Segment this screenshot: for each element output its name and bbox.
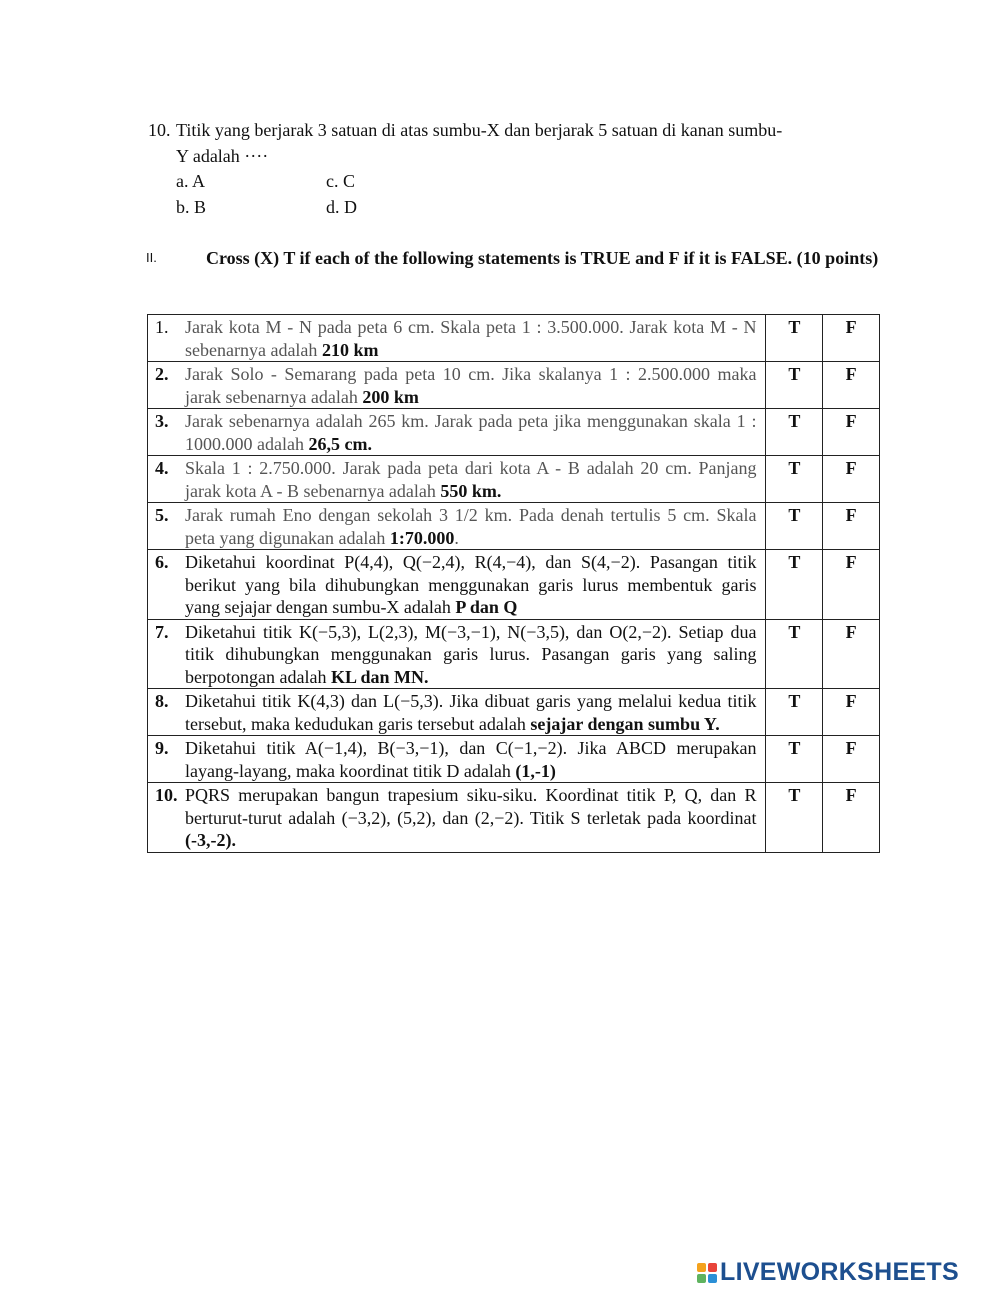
false-label: F — [845, 738, 857, 758]
section-number: II. — [146, 250, 157, 265]
statement-body: PQRS merupakan bangun trapesium siku-siku. Koordinat titik P, Q, dan R berturut-turut adalah (−3,2), (5,2), dan (2,−2). Titik S terletak pada koordinat — [185, 785, 757, 828]
statement-answer: 550 km. — [440, 480, 502, 501]
statement-number: 3. — [155, 411, 169, 431]
statement-row — [148, 736, 880, 783]
true-label: T — [788, 785, 801, 805]
true-label: T — [788, 738, 801, 758]
statement-text — [185, 504, 756, 549]
true-option[interactable] — [766, 456, 823, 503]
statement-cell — [148, 619, 766, 689]
true-label: T — [788, 552, 801, 572]
true-option[interactable] — [766, 783, 823, 853]
statement-text — [185, 621, 756, 689]
statement-number: 2. — [155, 364, 169, 384]
false-option[interactable] — [823, 783, 880, 853]
statement-cell — [148, 550, 766, 620]
statement-row — [148, 362, 880, 409]
statement-row — [148, 783, 880, 853]
statement-body: Skala 1 : 2.750.000. Jarak pada peta dari kota A - B adalah 20 cm. Panjang jarak kota A - B sebenarnya adalah — [185, 458, 757, 501]
statement-number: 5. — [155, 505, 169, 525]
statement-cell — [148, 409, 766, 456]
logo-text: LIVEWORKSHEETS — [720, 1258, 959, 1286]
false-label: F — [845, 411, 857, 431]
true-option[interactable] — [766, 362, 823, 409]
false-label: F — [845, 552, 857, 572]
statement-number: 1. — [155, 317, 169, 337]
false-label: F — [845, 458, 857, 478]
statement-answer: (1,-1) — [515, 760, 556, 781]
true-option[interactable] — [766, 619, 823, 689]
false-option[interactable] — [823, 456, 880, 503]
true-option[interactable] — [766, 689, 823, 736]
statement-cell — [148, 736, 766, 783]
statement-body: Diketahui koordinat P(4,4), Q(−2,4), R(4,−4), dan S(4,−2). Pasangan titik berikut yang bila dihubungkan menggunakan garis lurus membentuk garis yang sejajar dengan sumbu-X adalah — [185, 552, 757, 617]
statement-text — [185, 690, 756, 735]
statement-tail: . — [454, 527, 459, 548]
statement-answer: 210 km — [321, 339, 379, 360]
statement-row — [148, 503, 880, 550]
true-label: T — [788, 317, 801, 337]
true-option[interactable] — [766, 550, 823, 620]
logo-square — [708, 1274, 717, 1283]
statement-body: Diketahui titik K(4,3) dan L(−5,3). Jika dibuat garis yang melalui kedua titik tersebut, maka kedudukan garis tersebut adalah — [185, 691, 757, 734]
statement-cell — [148, 783, 766, 853]
true-false-table — [147, 314, 880, 853]
true-label: T — [788, 411, 801, 431]
false-option[interactable] — [823, 503, 880, 550]
logo-square — [697, 1274, 706, 1283]
statement-row — [148, 456, 880, 503]
statement-body: Diketahui titik K(−5,3), L(2,3), M(−3,−1), N(−3,5), dan O(2,−2). Setiap dua titik dihubungkan menggunakan garis lurus. Pasangan garis yang saling berpotongan adalah — [185, 621, 757, 687]
statement-body: Diketahui titik A(−1,4), B(−3,−1), dan C(−1,−2). Jika ABCD merupakan layang-layang, maka koordinat titik D adalah — [185, 738, 757, 781]
statement-cell — [148, 362, 766, 409]
false-option[interactable] — [823, 362, 880, 409]
true-label: T — [788, 691, 801, 711]
false-label: F — [845, 691, 857, 711]
logo-icon — [697, 1263, 717, 1283]
statement-body: Jarak sebenarnya adalah 265 km. Jarak pada peta jika menggunakan skala 1 : 1000.000 adalah — [185, 411, 757, 454]
statement-answer: KL dan MN. — [330, 666, 429, 687]
statement-text — [185, 784, 756, 852]
false-label: F — [845, 785, 857, 805]
statement-cell — [148, 689, 766, 736]
false-label: F — [845, 364, 857, 384]
false-option[interactable] — [823, 736, 880, 783]
statement-row — [148, 409, 880, 456]
statement-answer: 26,5 cm. — [308, 433, 372, 454]
statement-answer: sejajar dengan sumbu Y. — [530, 713, 720, 734]
liveworksheets-logo — [697, 1258, 959, 1287]
question-10-line1 — [148, 117, 848, 143]
statement-body: Jarak rumah Eno dengan sekolah 3 1/2 km. Pada denah tertulis 5 cm. Skala peta yang digunakan adalah — [185, 505, 757, 548]
section-instruction: Cross (X) T if each of the following statements is TRUE and F if it is FALSE. (10 points) — [206, 248, 879, 268]
true-label: T — [788, 505, 801, 525]
option-b[interactable]: b. B — [176, 197, 207, 217]
statement-number: 8. — [155, 691, 169, 711]
option-c[interactable]: c. C — [326, 171, 355, 191]
statement-number: 10. — [155, 785, 178, 805]
statement-text — [185, 316, 756, 361]
true-option[interactable] — [766, 409, 823, 456]
logo-square — [708, 1263, 717, 1272]
true-label: T — [788, 458, 801, 478]
true-option[interactable] — [766, 736, 823, 783]
statement-body: Jarak Solo - Semarang pada peta 10 cm. Jika skalanya 1 : 2.500.000 maka jarak sebenarnya adalah — [185, 364, 757, 407]
false-option[interactable] — [823, 409, 880, 456]
statement-text — [185, 551, 756, 619]
true-label: T — [788, 621, 801, 642]
question-number: 10. — [148, 120, 171, 140]
option-a[interactable]: a. A — [176, 171, 205, 191]
question-10 — [148, 117, 848, 169]
statement-text — [185, 737, 756, 782]
statement-text — [185, 457, 756, 502]
false-label: F — [845, 317, 857, 337]
true-option[interactable] — [766, 503, 823, 550]
statement-number: 9. — [155, 738, 169, 758]
statement-body: Jarak kota M - N pada peta 6 cm. Skala peta 1 : 3.500.000. Jarak kota M - N sebenarnya adalah — [185, 317, 757, 360]
statement-row — [148, 315, 880, 362]
statement-answer: P dan Q — [455, 597, 518, 617]
statement-text — [185, 363, 756, 408]
question-text-line1: Titik yang berjarak 3 satuan di atas sumbu-X dan berjarak 5 satuan di kanan sumbu- — [176, 120, 783, 140]
true-option[interactable] — [766, 315, 823, 362]
statement-cell — [148, 315, 766, 362]
logo-square — [697, 1263, 706, 1272]
false-label: F — [845, 621, 857, 642]
statement-answer: 200 km — [362, 386, 419, 407]
statement-number: 6. — [155, 552, 169, 572]
statement-row — [148, 550, 880, 620]
statement-number: 4. — [155, 458, 169, 478]
statement-number: 7. — [155, 621, 169, 642]
statement-row — [148, 689, 880, 736]
statement-text — [185, 410, 756, 455]
question-text-line2: Y adalah ···· — [176, 146, 269, 166]
true-label: T — [788, 364, 801, 384]
false-label: F — [845, 505, 857, 525]
option-d[interactable]: d. D — [326, 197, 357, 217]
statement-cell — [148, 503, 766, 550]
false-option[interactable] — [823, 619, 880, 689]
statement-answer: (-3,-2). — [185, 830, 236, 850]
statement-row — [148, 619, 880, 689]
false-option[interactable] — [823, 315, 880, 362]
statement-cell — [148, 456, 766, 503]
false-option[interactable] — [823, 689, 880, 736]
statement-answer: 1:70.000 — [389, 527, 455, 548]
false-option[interactable] — [823, 550, 880, 620]
